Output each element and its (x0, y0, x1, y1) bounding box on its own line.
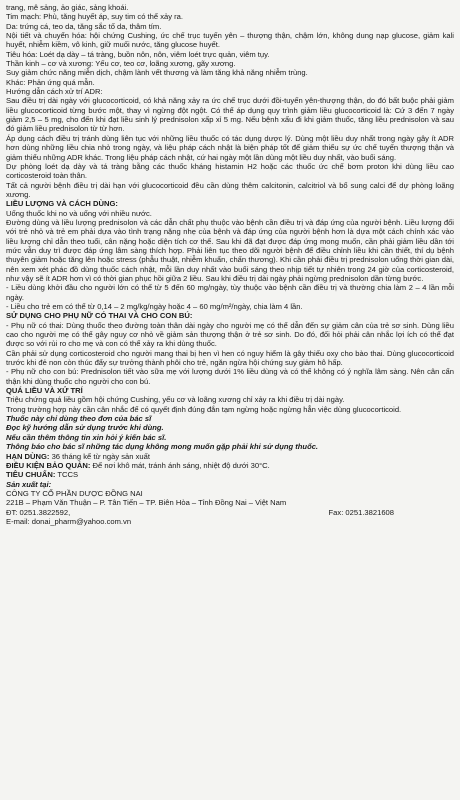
pregnancy-heading: SỬ DỤNG CHO PHỤ NỮ CÓ THAI VÀ CHO CON BÚ: (6, 311, 193, 321)
text-line: Uống thuốc khi no và uống với nhiều nước. (6, 208, 152, 218)
text-line: Sau điều trị dài ngày với glucocorticoid, có khả năng xảy ra ức chế trục dưới đồi-tuyến yên-thượng thận, do đó bất buộc phải giảm liều glucocorticoid từng bước một, thay vì ngừng đột ngột. Có thể áp dụng quy trình giảm liều glucocorticoid là: Cứ 3 đến 7 ngày giảm 2,5 – 5 mg, cho đến khi đạt liều sinh lý prednisolon xấp xỉ 5 mg. Nếu bệnh xấu đi khi giảm thuốc, tăng liều prednisolon và sau đó giảm liều prednisolon từ từ hơn. (6, 96, 454, 134)
text-line: Tất cả người bệnh điều trị dài hạn với glucocorticoid đều cần dùng thêm calcitonin, calcitriol và bổ sung calci để dự phòng loãng xương. (6, 180, 454, 199)
text-line: Đường dùng và liều lượng prednisolon và các dẫn chất phụ thuộc vào bệnh cần điều trị và đáp ứng của người bệnh. Liều lượng đối với trẻ nhỏ và trẻ em phải dựa vào tình trạng nặng nhẹ của bệnh và đáp ứng của người bệnh hơn là dựa một cách chính xác vào liều lượng chỉ dẫn theo tuổi, cân nặng hoặc diện tích cơ thể. Sau khi đã đạt được đáp ứng mong muốn, cần phải giảm liều dần tới mức vẫn duy trì được đáp ứng lâm sàng thích hợp. Phải liên tục theo dõi người bệnh để điều chỉnh liều khi cần thiết, thí dụ bệnh thuyên giảm hoặc tăng lên hoặc stress (phẫu thuật, nhiễm khuẩn, chấn thương). Khi cần phải điều trị prednisolon uống thời gian dài, nên xem xét phác đồ dùng thuốc cách nhật, mỗi lần duy nhất vào buổi sáng theo nhịp tiết tự nhiên trong 24 giờ của corticosteroid, như vậy sẽ ít ADR hơn vì có thời gian phục hồi giữa 2 liều. Sau khi điều trị dài ngày phải ngừng prednisolon dần từng bước. (6, 217, 454, 283)
manufacturer-address: 221B – Phạm Văn Thuận – P. Tân Tiến – TP. Biên Hòa – Tỉnh Đồng Nai – Việt Nam (6, 498, 287, 508)
text-line: - Phụ nữ cho con bú: Prednisolon tiết vào sữa mẹ với lượng dưới 1% liều dùng và có thể không có ý nghĩa lâm sàng. Nên cân cẩn thận khi dùng thuốc cho người cho con bú. (6, 367, 454, 386)
text-line: trang, mê sảng, ảo giác, sảng khoái. (6, 3, 129, 12)
shelf-life-label: HẠN DÙNG: (6, 451, 50, 461)
shelf-life-value: 36 tháng kể từ ngày sản xuất (49, 451, 150, 461)
standard-value: TCCS (55, 470, 79, 480)
fax-number: Fax: 0251.3821608 (328, 507, 394, 517)
text-line: - Liều cho trẻ em có thể từ 0,14 – 2 mg/kg/ngày hoặc 4 – 60 mg/m²/ngày, chia làm 4 lần. (6, 302, 303, 311)
text-line: Áp dụng cách điều trị tránh dùng liên tục với những liều thuốc có tác dụng dược lý. Dùng một liều duy nhất trong ngày gây ít ADR hơn dùng những liều chia nhỏ trong ngày, và liệu pháp cách nhật là biện pháp tốt để giảm thiểu sự ức chế tuyến thượng thận và giảm thiểu những ADR khác. Trong liệu pháp cách nhật, cứ hai ngày một lần dùng một liều duy nhất, vào buổi sáng. (6, 133, 454, 162)
warning-line: Thông báo cho bác sĩ những tác dụng không mong muốn gặp phải khi sử dụng thuốc. (6, 442, 319, 452)
text-line: Trong trường hợp này cần cân nhắc để có quyết định đúng đắn tạm ngừng hoặc ngừng hẳn việc dùng glucocorticoid. (6, 404, 402, 414)
warnings-block (6, 414, 454, 451)
text-line: Nội tiết và chuyển hóa: hội chứng Cushing, ức chế trục tuyến yên – thượng thận, chậm lớn, không dung nạp glucose, giảm kali huyết, nhiễm kiềm, vô kinh, giữ muối nước, tăng glucose huyết. (6, 31, 454, 50)
phone-number: ĐT: 0251.3822592, (6, 507, 71, 517)
warning-line: Nếu cần thêm thông tin xin hỏi ý kiến bác sĩ. (6, 432, 167, 442)
adverse-effects-section (6, 3, 454, 199)
text-line: Tim mạch: Phù, tăng huyết áp, suy tim có thể xảy ra. (6, 12, 183, 22)
contact-row (6, 508, 454, 517)
warning-line: Đọc kỹ hướng dẫn sử dụng trước khi dùng. (6, 423, 164, 433)
text-line: Da: trứng cá, teo da, tăng sắc tố da, thâm tím. (6, 21, 162, 31)
shelf-life (6, 452, 454, 461)
manufacturer-block (6, 480, 454, 527)
text-line: Suy giảm chức năng miễn dịch, chậm lành vết thương và làm tăng khả năng nhiễm trùng. (6, 68, 308, 78)
standard (6, 470, 454, 479)
text-line: Cần phải sử dụng corticosteroid cho người mang thai bị hen vì hen có nguy hiểm là gây thiếu oxy cho bào thai. Dùng glucocorticoid trước khi đẻ non còn thúc đẩy sự trưởng thành phôi cho trẻ, ngăn ngừa hội chứng suy giảm hô hấp. (6, 348, 454, 368)
text-line: Thần kinh – cơ và xương: Yếu cơ, teo cơ, loãng xương, gãy xương. (6, 59, 236, 69)
manufacturer-name: CÔNG TY CỔ PHẦN DƯỢC ĐỒNG NAI (6, 488, 143, 498)
warning-line: Thuốc này chỉ dùng theo đơn của bác sĩ (6, 414, 152, 424)
text-line: Hướng dẫn cách xử trí ADR: (6, 87, 103, 97)
text-line: - Phụ nữ có thai: Dùng thuốc theo đường toàn thân dài ngày cho người mẹ có thể dẫn đến sự giảm cân của trẻ sơ sinh. Dùng liều cao cho người mẹ có thể gây nguy cơ nhỏ về giảm sản thượng thận ở trẻ sơ sinh. Do đó, đối hỏi phải cân nhắc lợi ích có thể đạt được so với rủi ro cho mẹ và con có thể xảy ra khi dùng thuốc. (6, 320, 454, 349)
text-line: - Liều dùng khởi đầu cho người lớn có thể từ 5 đến 60 mg/ngày, tùy thuộc vào bệnh cần điều trị và thường chia làm 2 – 4 lần mỗi ngày. (6, 283, 454, 302)
text-line: Tiêu hóa: Loét dạ dày – tá tràng, buồn nôn, nôn, viêm loét trực quản, viêm tụy. (6, 49, 270, 59)
pregnancy-section (6, 311, 454, 386)
overdose-section (6, 386, 454, 414)
storage-value: Để nơi khô mát, tránh ánh sáng, nhiệt độ dưới 30°C. (90, 460, 270, 470)
storage-label: ĐIỀU KIỆN BẢO QUẢN: (6, 460, 91, 470)
storage (6, 461, 454, 470)
manufacturer-label: Sản xuất tại: (6, 479, 52, 489)
text-line: Dự phòng loét dạ dày và tá tràng bằng các thuốc kháng histamin H2 hoặc các thuốc ức chế bơm proton khi dùng liều cao corticosteroid toàn thân. (6, 161, 454, 181)
text-line: Khác: Phản ứng quá mẫn. (6, 77, 95, 87)
dosage-heading: LIỀU LƯỢNG VÀ CÁCH DÙNG: (6, 199, 118, 209)
overdose-heading: QUÁ LIỀU VÀ XỬ TRÍ (6, 386, 83, 396)
email-address: E-mail: donai_pharm@yahoo.com.vn (6, 516, 132, 526)
dosage-section (6, 199, 454, 311)
standard-label: TIÊU CHUẨN: (6, 470, 56, 480)
text-line: Triệu chứng quá liều gồm hội chứng Cushing, yếu cơ và loãng xương chỉ xảy ra khi điều trị dài ngày. (6, 395, 345, 405)
